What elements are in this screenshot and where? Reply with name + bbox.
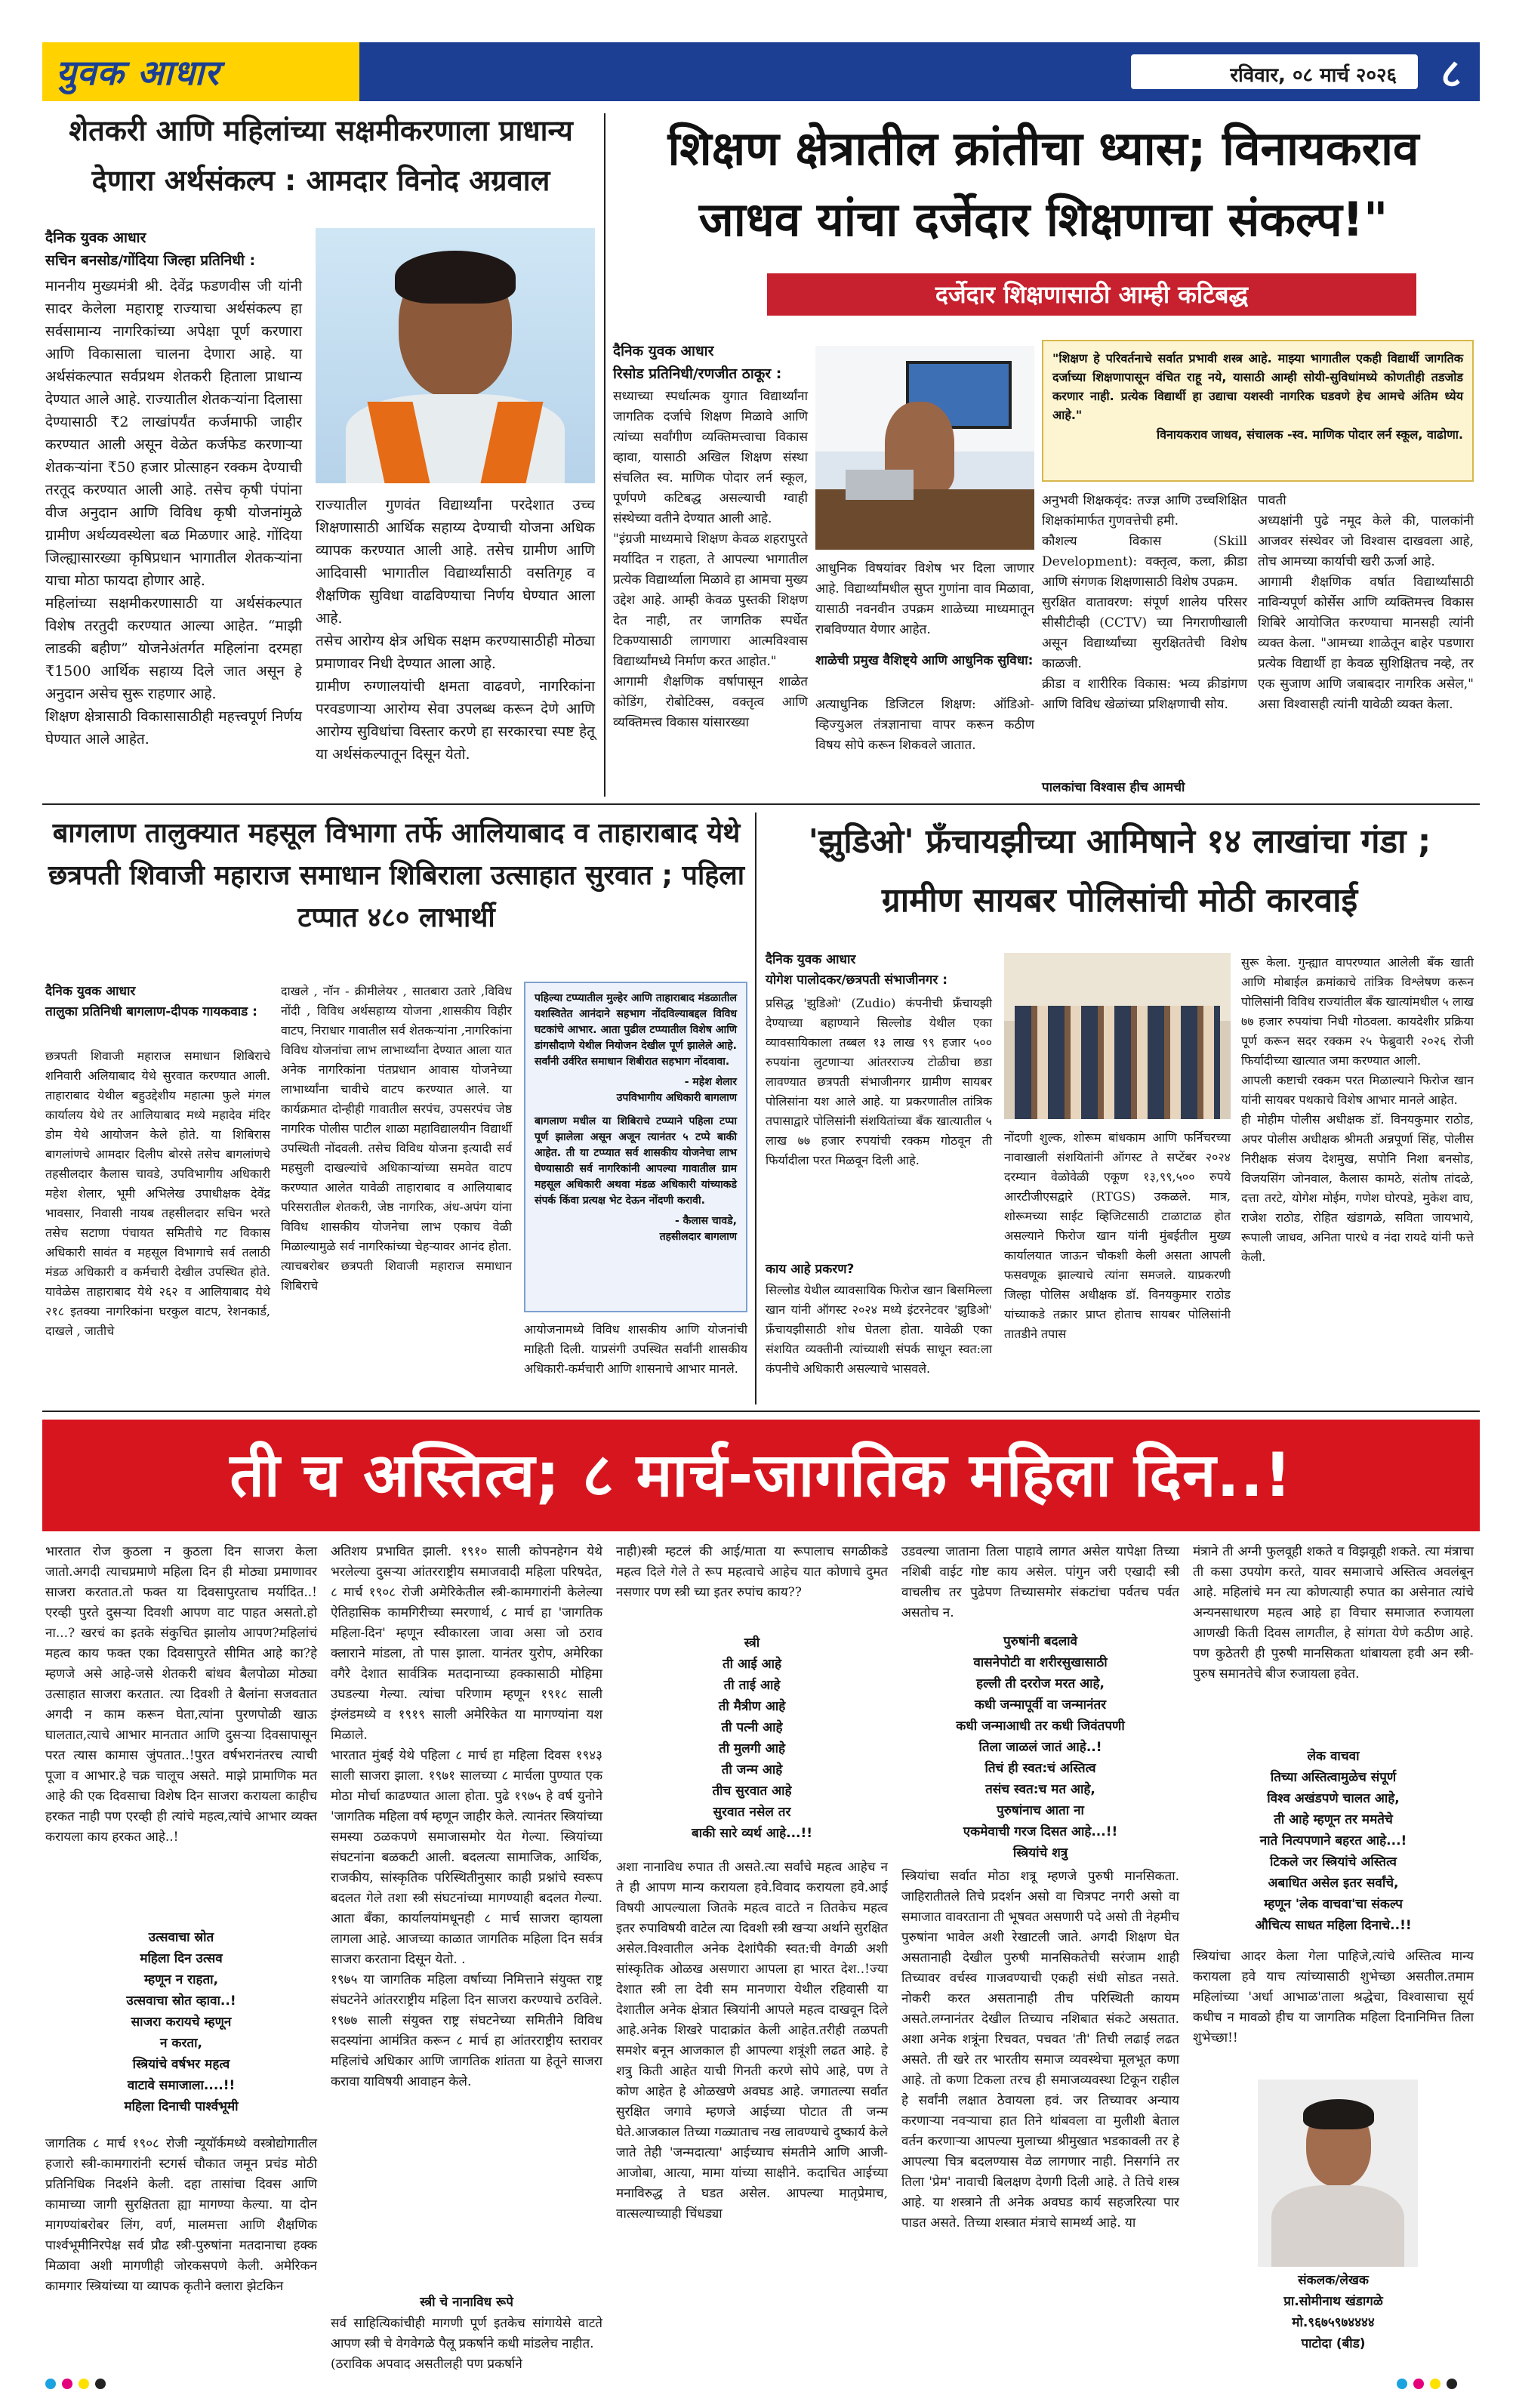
- cmyk-dot-yellow: [79, 2379, 89, 2389]
- a2-col2-rest: अत्याधुनिक डिजिटल शिक्षण: ऑडिओ-व्हिज्युअल तंत्रज्ञानाचा वापर करून कठीण विषय सोपे करून शिकवले जातात.: [815, 697, 1034, 753]
- divider-a1-a2: [604, 113, 605, 797]
- a2-col3-tail: पालकांचा विश्वास हीच आमची: [1042, 780, 1185, 795]
- a2-photo-director: [815, 346, 1034, 550]
- a3-byline: दैनिक युवक आधार तालुका प्रतिनिधी बागलाण-दीपक गायकवाड :: [45, 984, 257, 1019]
- a5-col4: उडवल्या जाताना तिला पाहावे लागत असेल यापेक्षा तिच्या नशिबी वाईट गोष्ट काय असेल. पांगुन जरी एखादी स्त्री वाचलीच तर पुढेपण तिच्यासमोर संकटांचा पर्वतच पर्वत असतोच न.: [901, 1544, 1179, 1620]
- footer-color-marks-left: [45, 2379, 181, 2392]
- a1-col1: माननीय मुख्यमंत्री श्री. देवेंद्र फडणवीस जी यांनी सादर केलेला महाराष्ट्र राज्याचा अर्थसंकल्प हा सर्वसामान्य नागरिकांच्या अपेक्षा पूर्ण करणारा आणि विकासाला चालना देणारा आहे. या अर्थसंकल्पात सर्वप्रथम शेतकरी हिताला प्राधान्य देण्यात आले आहे. राज्यातील शेतकऱ्यांना दिलासा देण्यासाठी ₹2 लाखांपर्यंत कर्जमाफी जाहीर करण्यात आली असून वेळेत कर्जफेड करणाऱ्या शेतकऱ्यांना ₹50 हजार प्रोत्साहन रक्कम देण्याची तरतूद करण्यात आली आहे. तसेच कृषी पंपांना वीज अनुदान आणि विविध कृषी योजनांमुळे ग्रामीण अर्थव्यवस्थेला बळ मिळणार आहे. गोंदिया जिल्ह्यासारख्या कृषिप्रधान भागातील शेतकऱ्यांना याचा मोठा फायदा होणार आहे. महिलांच्या सक्षमीकरणासाठी या अर्थसंकल्पात विशेष तरतुदी करण्यात आल्या आहेत. “माझी लाडकी बहीण” योजनेअंतर्गत महिलांना दरमहा ₹1500 आर्थिक सहाय्य दिले जात असून हे अनुदान असेच सुरू राहणार आहे. शिक्षण क्षेत्रासाठी विकासासाठीही महत्त्वपूर्ण निर्णय घेण्यात आले आहेत.: [45, 278, 302, 748]
- a5-poem1: उत्सवाचा स्रोत महिला दिन उत्सव म्हणून न राहता, उत्सवाचा स्रोत व्हावा..! साजरा करायचे म्हणून न करता, स्त्रियांचे वर्षभर महत्व वाटावे समाजाला....!! महिला दिनाची पार्श्वभूमी: [124, 1930, 239, 2114]
- a1-col2: राज्यातील गुणवंत विद्यार्थ्यांना परदेशात उच्च शिक्षणासाठी आर्थिक सहाय्य देण्याची योजना अधिक व्यापक करण्यात आली आहे. तसेच ग्रामीण आणि आदिवासी भागातील विद्यार्थ्यांसाठी वसतिगृह व शैक्षणिक सुविधा वाढविण्याचा निर्णय घेण्यात आला आहे. तसेच आरोग्य क्षेत्र अधिक सक्षम करण्यासाठीही मोठ्या प्रमाणावर निधी देण्यात आला आहे. ग्रामीण रुग्णालयांची क्षमता वाढवणे, नागरिकांना परवडणाऱ्या आरोग्य सेवा उपलब्ध करून देणे आणि आरोग्य सुविधांचा विस्तार करणे हा सरकारचा स्पष्ट हेतू या अर्थसंकल्पातून दिसून येतो.: [316, 497, 595, 763]
- a2-col2-head: शाळेची प्रमुख वैशिष्ट्ये आणि आधुनिक सुविधा:: [815, 653, 1034, 668]
- a4-byline: दैनिक युवक आधार योगेश पालोदकर/छत्रपती संभाजीनगर :: [766, 952, 948, 988]
- a1-headline: शेतकरी आणि महिलांच्या सक्षमीकरणाला प्राधान्य देणारा अर्थसंकल्प : आमदार विनोद अग्रवाल: [69, 114, 573, 197]
- a2-col2: आधुनिक विषयांवर विशेष भर दिला जाणार आहे. विद्यार्थ्यांमधील सुप्त गुणांना वाव मिळावा, यासाठी नवनवीन उपक्रम शाळेच्या माध्यमातून राबविण्यात येणार आहेत.: [815, 561, 1034, 637]
- cmyk-dot-black: [95, 2379, 106, 2389]
- a5-author-shirt: [1271, 2185, 1404, 2267]
- cmyk-dot-magenta-right: [1413, 2379, 1424, 2389]
- a5-poem4: लेक वाचवा तिच्या अस्तित्वामुळेच संपूर्ण विश्व अखंडपणे चालत आहे, ती आहे म्हणून तर ममतेचे नाते नित्यपणाने बहरत आहे...! टिकले जर स्त्रियांचे अस्तित्व अबाधित असेल इतर सर्वांचे, म्हणून 'लेक वाचवा'चा संकल्प औचित्य साधत महिला दिनाचे..!!: [1255, 1749, 1412, 1933]
- a3-notice1: पहिल्या टप्प्यातील मुल्हेर आणि ताहाराबाद मंडळातील यशस्वितेत आनंदाने सहभाग नोंदविल्याबद्दल विविध घटकांचे आभार. आता पुढील टप्प्यातील विशेष आणि डांगसौदाणे येथील नियोजन देखील पूर्ण झालेले आहे. सर्वांनी उर्वरित समाधान शिबीरात सहभाग नोंदवावा.: [535, 992, 737, 1068]
- divider-row2: [42, 1411, 1480, 1412]
- a4-photo-people: [1015, 1006, 1220, 1119]
- masthead: [42, 42, 1480, 101]
- a2-byline: दैनिक युवक आधार रिसोड प्रतिनिधी/रणजीत ठाकूर :: [613, 343, 782, 382]
- a3-notice-box: [524, 982, 747, 1312]
- a5-col2-head: स्त्री चे नानाविध रूपे: [420, 2295, 513, 2310]
- a5-col3: नाही)स्त्री म्हटलं की आई/माता या रूपालाच सगळीकडे महत्व दिले गेले ते रूप महत्वाचे आहेच यात कोणाचे दुमत नसणार पण स्त्री च्या इतर रुपांच काय??: [616, 1544, 888, 1600]
- page-number: ८: [1441, 51, 1462, 97]
- divider-row1: [42, 803, 1480, 805]
- a3-col3-tail: आयोजनामध्ये विविध शासकीय आणि योजनांची माहिती दिली. याप्रसंगी उपस्थित सर्वांनी शासकीय अधिकारी-कर्मचारी आणि शासनाचे आभार मानले.: [524, 1322, 747, 1376]
- a1-photo-mla: [316, 228, 595, 483]
- a5-col2: अतिशय प्रभावित झाली. १९१० साली कोपनहेगन येथे भरलेल्या दुसऱ्या आंतरराष्ट्रीय समाजवादी महिला परिषदेत, ८ मार्च १९०८ रोजी अमेरिकेतील स्त्री-कामगारांनी केलेल्या ऐतिहासिक कामगिरीच्या स्मरणार्थ, ८ मार्च हा 'जागतिक महिला-दिन' म्हणून स्वीकारला जावा असा जो ठराव क्लाराने मांडला, तो पास झाला. यानंतर युरोप, अमेरिका वगैरे देशात सार्वत्रिक मतदानाच्या हक्कासाठी मोहिमा उघडल्या गेल्या. त्यांचा परिणाम म्हणून १९१८ साली इंग्लंडमध्ये व १९१९ साली अमेरिकेत या मागण्यांना यश मिळाले. भारतात मुंबई येथे पहिला ८ मार्च हा महिला दिवस १९४३ साली साजरा झाला. १९७१ सालच्या ८ मार्चला पुण्यात एक मोठा मोर्चा काढण्यात आला होता. पुढे १९७५ हे वर्ष युनोने 'जागतिक महिला वर्ष म्हणून जाहीर केले. त्यानंतर स्त्रियांच्या समस्या ठळकपणे समाजासमोर येत गेल्या. स्त्रियांच्या संघटनांना बळकटी आली. बदलत्या सामाजिक, आर्थिक, राजकीय, सांस्कृतिक परिस्थितीनुसार काही प्रश्नांचे स्वरूप बदलत गेले तशा स्त्री संघटनांच्या मागण्याही बदलत गेल्या. आता बँका, कार्यालयांमधूनही ८ मार्च साजरा व्हायला लागला आहे. आजच्या काळात जागतिक महिला दिन सर्वत्र साजरा करताना दिसून येतो. . १९७५ या जागतिक महिला वर्षाच्या निमित्ताने संयुक्त राष्ट्र संघटनेने आंतरराष्ट्रीय महिला दिन साजरा करण्याचे ठरविले. १९७७ साली संयुक्त राष्ट्र संघटनेच्या समितीने विविध सदस्यांना आमंत्रित करून ८ मार्च हा आंतरराष्ट्रीय स्तरावर महिलांचे अधिकार आणि जागतिक शांतता या हेतूने साजरा करावा याविषयी आवाहन केले.: [331, 1544, 602, 2089]
- a5-poem3: पुरुषांनी बदलावे वासनेपोटी वा शरीरसुखासाठी हल्ली ती दररोज मरत आहे, कधी जन्मापूर्वी वा जन्मानंतर कधी जन्माआधी तर कधी जिवंतपणी तिला जाळलं जातं आहे..! तिचं ही स्वत:चं अस्तित्व तसंच स्वत:च मत आहे, पुरुषांनाच आता ना एकमेवाची गरज दिसत आहे...!! स्त्रियांचे शत्रु: [956, 1634, 1125, 1861]
- a5-col5: मंत्राने ती अग्नी फुलवूही शकते व विझवूही शकते. त्या मंत्राचा ती कसा उपयोग करते, यावर समाजाचे अस्तित्व अवलंबून आहे. महिलांचे मन त्या कोणत्याही रुपात का असेनात त्यांचे अन्यनसाधारण महत्व आहे हा विचार समाजात रुजायला आणखी किती दिवस लागतील, हे सांगता येणे कठीण आहे. पण कुठेतरी ही पुरुषी मानसिकता थांबायला हवी अन स्त्री-पुरुष समानतेचे बीज रुजायला हवेत.: [1193, 1544, 1474, 1682]
- a3-notice1-attr: - महेश शेलार उपविभागीय अधिकारी बागलाण: [616, 1076, 737, 1104]
- a4-col1-rest: सिल्लोड येथील व्यावसायिक फिरोज खान बिसमिल्ला खान यांनी ऑगस्ट २०२४ मध्ये इंटरनेटवर 'झुडिओ' फ्रँचायझीसाठी शोध घेतला होता. यावेळी एका संशयित व्यक्तीनी त्यांच्याशी संपर्क साधून स्वत:ला कंपनीचे अधिकारी असल्याचे भासवले.: [766, 1283, 992, 1376]
- a4-col3: सुरू केला. गुन्ह्यात वापरण्यात आलेली बँक खाती आणि मोबाईल क्रमांकाचे तांत्रिक विश्लेषण करून पोलिसांनी विविध राज्यांतील बँक खात्यांमधील ५ लाख ७७ हजार रुपयांचा निधी गोठवला. कायदेशीर प्रक्रिया पूर्ण करून सदर रक्कम २५ फेब्रुवारी २०२६ रोजी फिर्यादीच्या खात्यात जमा करण्यात आली. आपली कष्टाची रक्कम परत मिळाल्याने फिरोज खान यांनी सायबर पथकाचे विशेष आभार मानले आहेत. ही मोहीम पोलीस अधीक्षक डॉ. विनयकुमार राठोड, अपर पोलीस अधीक्षक श्रीमती अन्नपूर्णा सिंह, पोलीस निरीक्षक संजय देशमुख, सपोनि निशा बनसोड, विजयसिंग जोनवाल, कैलास कामठे, संतोष तांदळे, दत्ता तरटे, योगेश मोईम, गणेश घोरपडे, मुकेश वाघ, राजेश राठोड, रोहित खंडागळे, सविता जायभाये, रूपाली जाधव, अनिता पारधे व नंदा रायदे यांनी फत्ते केली.: [1241, 955, 1474, 1264]
- a2-col4: पावती अध्यक्षांनी पुढे नमूद केले की, पालकांनी आजवर संस्थेवर जो विश्वास दाखवला आहे, तोच आमच्या कार्याची खरी ऊर्जा आहे. आगामी शैक्षणिक वर्षात विद्यार्थ्यांसाठी नाविन्यपूर्ण कोर्सेस आणि व्यक्तिमत्त्व विकास शिबिरे आयोजित करण्याचा मानसही त्यांनी व्यक्त केला. "आमच्या शाळेतून बाहेर पडणारा प्रत्येक विद्यार्थी हा केवळ सुशिक्षितच नव्हे, तर एक सुजाण आणि जबाबदार नागरिक असेल," असा विश्वासही त्यांनी यावेळी व्यक्त केला.: [1258, 493, 1474, 712]
- a5-col2b: सर्व साहित्यिकांचीही मागणी पूर्ण इतकेच सांगायेसे वाटते आपण स्त्री चे वेगवेगळे पैलू प्रकर्षाने कधी मांडलेच नाहीत. (ठराविक अपवाद असतीलही पण प्रकर्षाने: [331, 2316, 602, 2372]
- a2-quote-attr: विनायकराव जाधव, संचालक -स्व. माणिक पोदार लर्न स्कूल, वाढोणा.: [1157, 427, 1463, 442]
- a3-col2: दाखले , नॉन - क्रीमीलेयर , सातबारा उतारे ,विविध नोंदी , विविध अर्थसहाय्य योजना ,शासकीय विहीर वाटप, निराधार गावातील सर्व शेतकऱ्यांना ,नागरिकांना विविध योजनांचा लाभ लाभार्थ्यांना देण्यात आला यात अनेक नागरिकांना पंतप्रधान आवास योजनेच्या लाभार्थ्यांना चावीचे वाटप करण्यात आले. या कार्यक्रमात दोन्हीही गावातील सरपंच, उपसरपंच जेष्ठ नागरिक पोलीस पाटील शाळा महाविद्यालयीन विद्यार्थी उपस्थिती नोंदवली. तसेच विविध योजना इत्यादी सर्व महसुली दाखल्यांचे अधिकाऱ्यांच्या समवेत वाटप करण्यात आलेत यावेळी ताहाराबाद व आलियाबाद परिसरातील शेतकरी, जेष्ठ नागरिक, अंध-अपंग यांना विविध शासकीय योजनेचा लाभ एकाच वेळी मिळाल्यामुळे सर्व नागरिकांच्या चेहऱ्यावर आनंद होता. त्याचबरोबर छत्रपती शिवाजी महाराज समाधान शिबिराचे: [281, 984, 512, 1293]
- a4-col1-head: काय आहे प्रकरण?: [766, 1262, 855, 1277]
- a3-col1: छत्रपती शिवाजी महाराज समाधान शिबिराचे शनिवारी अलियाबाद येथे सुरवात करण्यात आली. ताहाराबाद येथील बहुउद्देशीय महात्मा फुले मंगल कार्यालय येथे तर आलियाबाद मध्ये महादेव मंदिर डोम येथे आयोजन केले होते. या शिबिरास बागलांणचे आमदार दिलीप बोरसे तसेच बागलांणचे तहसीलदार कैलास चावडे, उपविभागीय अधिकारी महेश शेलार, भूमी अभिलेख उपाधीक्षक देवेंद्र भावसार, निवासी नायब तहसीलदार सचिन भरते तसेच सटाणा पंचायत समितीचे गट विकास अधिकारी सावंत व महसूल विभागाचे सर्व तलाठी मंडळ अधिकारी व कर्मचारी देखील उपस्थित होते. यावेळेस ताहाराबाद येथे २६२ व आलियाबाद येथे २१८ इतक्या नागरिकांना घरकुल वाटप, रेशनकार्ड, दाखले , जातीचे: [45, 1049, 270, 1338]
- footer-color-marks-right: [1397, 2379, 1472, 2392]
- cmyk-dot-yellow-right: [1430, 2379, 1441, 2389]
- a3-headline: बागलाण तालुक्यात महसूल विभागा तर्फे आलियाबाद व ताहाराबाद येथे छत्रपती शिवाजी महाराज समाधान शिबिराला उत्साहात सुरवात ; पहिला टप्पात ४८० लाभार्थी: [48, 818, 745, 933]
- a3-notice2-attr: - कैलास चावडे, तहसीलदार बागलाण: [659, 1215, 737, 1243]
- a2-col1: सध्याच्या स्पर्धात्मक युगात विद्यार्थ्यांना जागतिक दर्जाचे शिक्षण मिळावे आणि त्यांच्या सर्वांगीण व्यक्तिमत्त्वाचा विकास व्हावा, यासाठी अखिल शिक्षण संस्था संचलित स्व. माणिक पोदार लर्न स्कूल, पूर्णपणे कटिबद्ध असल्याची ग्वाही संस्थेच्या वतीने देण्यात आली आहे. "इंग्रजी माध्यमाचे शिक्षण केवळ शहरापुरते मर्यादित न राहता, ते आपल्या भागातील प्रत्येक विद्यार्थ्याला मिळावे हा आमचा मुख्य उद्देश आहे. आम्ही केवळ पुस्तकी शिक्षण देत नाही, तर जागतिक स्पर्धेत टिकण्यासाठी लागणारा आत्मविश्वास विद्यार्थ्यांमध्ये निर्माण करत आहोत." आगामी शैक्षणिक वर्षापासून शाळेत कोडिंग, रोबोटिक्स, वक्तृत्व आणि व्यक्तिमत्त्व विकास यांसारख्या: [613, 389, 808, 730]
- masthead-logo: युवक आधार: [56, 52, 220, 93]
- cmyk-dot-cyan-right: [1397, 2379, 1407, 2389]
- cmyk-dot-cyan: [45, 2379, 56, 2389]
- masthead-logo-block: [42, 42, 359, 101]
- a4-photo-police-team: [1004, 953, 1231, 1119]
- a2-quote-box: [1042, 340, 1474, 482]
- a4-col2: नोंदणी शुल्क, शोरूम बांधकाम आणि फर्निचरच्या नावाखाली संशयितांनी ऑगस्ट ते सप्टेंबर २०२४ दरम्यान वेळोवेळी एकूण १३,९९,५०० रुपये आरटीजीएसद्वारे (RTGS) उकळले. मात्र, शोरूमच्या साईट व्हिजिटसाठी टाळाटाळ होत असल्याने फिरोज खान यांनी मुंबईतील मुख्य कार्यालयात जाऊन चौकशी केली असता आपली फसवणूक झाल्याचे त्यांना समजले. याप्रकरणी जिल्हा पोलिस अधीक्षक डॉ. विनयकुमार राठोड यांच्याकडे तक्रार प्राप्त होताच सायबर पोलिसांनी तातडीने तपास: [1004, 1130, 1231, 1341]
- a2-headline: शिक्षण क्षेत्रातील क्रांतीचा ध्यास; विनायकराव जाधव यांचा दर्जेदार शिक्षणाचा संकल्प!": [667, 121, 1419, 247]
- a5-author-credit: संकलक/लेखक प्रा.सोमीनाथ खंडागळे मो.९६७५९७४४४४ पाटोदा (बीड): [1283, 2273, 1383, 2351]
- a5-author-photo: [1258, 2080, 1418, 2267]
- a1-byline: दैनिक युवक आधार सचिन बनसोड/गोंदिया जिल्हा प्रतिनिधी :: [45, 230, 256, 269]
- a2-col3: अनुभवी शिक्षकवृंद: तज्ज्ञ आणि उच्चशिक्षित शिक्षकांमार्फत गुणवत्तेची हमी. कौशल्य विकास (Skill Development): वक्तृत्व, कला, क्रीडा आणि संगणक शिक्षणासाठी विशेष उपक्रम. सुरक्षित वातावरण: संपूर्ण शालेय परिसर सीसीटीव्ही (CCTV) च्या निगराणीखाली असून विद्यार्थ्यांच्या सुरक्षिततेची विशेष काळजी. क्रीडा व शारीरिक विकास: भव्य क्रीडांगण आणि विविध खेळांच्या प्रशिक्षणाची सोय.: [1042, 493, 1247, 712]
- masthead-date-box: [1131, 54, 1418, 89]
- a2-photo-laptop: [846, 470, 914, 500]
- womens-day-banner: [42, 1420, 1480, 1531]
- a5-col3b: अशा नानाविध रुपात ती असते.त्या सर्वांचे महत्व आहेच न ते ही आपण मान्य करायला हवे.विवाद करायला हवे.आई विषयी आपल्याला जितके महत्व वाटते न तितकेच महत्व इतर रुपाविषयी वाटेल त्या दिवशी स्त्री खऱ्या अर्थाने सुरक्षित असेल.विश्वातील अनेक देशांपैकी स्वत:ची वेगळी अशी सांस्कृतिक ओळख असणारा आपला हा भारत देश..!ज्या देशात स्त्री ला देवी सम मानणारा येथील रहिवासी या देशातील अनेक क्षेत्रात स्त्रियांनी आपले महत्व दाखवून दिले आहे.अनेक शिखरे पादाक्रांत केली आहेत.तरीही तळपती समशेर बनून आजकाल ही आपल्या शत्रूंशी लढत आहे. हे शत्रु किती आहेत याची गिनती करणे सोपे आहे, पण ते कोण आहेत हे ओळखणे अवघड आहे. जगातल्या सर्वात सुरक्षित जगावे म्हणजे आईच्या पोटात ती जन्म घेते.आजकाल तिच्या गळ्याताच नख लावण्याचे दुष्कार्य केले जाते तेही 'जन्मदात्या' आईच्याच संमतीने आणि आजी-आजोबा, आत्या, मामा यांच्या साक्षीने. कदाचित आईच्या मनाविरुद्ध ते घडत असेल. आपल्या मातृप्रेमाच, वात्सल्याच्याही चिंधड्या: [616, 1860, 888, 2221]
- a3-notice2: बागलाण मधील या शिबिराचे टप्प्याने पहिला टप्पा पूर्ण झालेला असून अजून त्यानंतर ५ टप्पे बाकी आहेत. ती या टप्प्यात सर्व शासकीय योजनेचा लाभ घेण्यासाठी सर्व नागरिकांनी आपल्या गावातील ग्राम महसूल अधिकारी अथवा मंडळ अधिकारी यांच्याकडे संपर्क किंवा प्रत्यक्ष भेट देऊन नोंदणी करावी.: [535, 1115, 737, 1207]
- divider-a3-a4: [755, 812, 756, 1404]
- a2-subhead: दर्जेदार शिक्षणासाठी आम्ही कटिबद्ध: [935, 280, 1249, 309]
- a5-col1b: जागतिक ८ मार्च १९०८ रोजी न्यूयॉर्कमध्ये वस्त्रोद्योगातील हजारो स्त्री-कामगारांनी स्टगर्स चौकात जमून प्रचंड मोठी प्रतिनिधिक निदर्शने केली. दहा तासांचा दिवस आणि कामाच्या जागी सुरक्षितता ह्या मागण्या केल्या. या दोन मागण्यांबरोबर लिंग, वर्ण, मालमत्ता आणि शैक्षणिक पार्श्वभूमीनिरपेक्ष सर्व प्रौढ स्त्री-पुरुषांना मतदानाचा हक्क मिळावा अशी मागणीही जोरकसपणे केली. अमेरिकन कामगार स्त्रियांच्या या व्यापक कृतीने क्लारा झेटकिन: [45, 2136, 317, 2294]
- a5-author-hair: [1303, 2099, 1374, 2129]
- a5-poem2: स्त्री ती आई आहे ती ताई आहे ती मैत्रीण आहे ती पत्नी आहे ती मुलगी आहे ती जन्म आहे तीच सुरवात आहे सुरवात नसेल तर बाकी सारे व्यर्थ आहे...!!: [692, 1636, 812, 1841]
- a4-col1: प्रसिद्ध 'झुडिओ' (Zudio) कंपनीची फ्रँचायझी देण्याच्या बहाण्याने सिल्लोड येथील एका व्यावसायिकाला तब्बल १३ लाख ९९ हजार ५०० रुपयांना लुटणाऱ्या आंतरराज्य टोळीचा छडा लावण्यात छत्रपती संभाजीनगर ग्रामीण सायबर पोलिसांना यश आले आहे. या प्रकरणातील तांत्रिक तपासाद्वारे पोलिसांनी संशयितांच्या बँक खात्यातील ५ लाख ७७ हजार रुपयांची रक्कम गोठवून ती फिर्यादीला परत मिळवून दिली आहे.: [766, 996, 992, 1167]
- a5-col1: भारतात रोज कुठला न कुठला दिन साजरा केला जातो.अगदी त्याचप्रमाणे महिला दिन ही मोठ्या प्रमाणावर साजरा करतात.तो फक्त या दिवसापुरताच मर्यादित..! एरव्ही पुरते दुसऱ्या दिवशी आपण वाट पाहत असतो.हो ना...? खरचं का इतके संकुचित झालोय आपण?महिलांचं महत्व काय फक्त एका दिवसापुरते सीमित आहे का?हे म्हणजे असे आहे-जसे शेतकरी बांधव बैलपोळा मोठ्या उत्साहात साजरा करतात. त्या दिवशी ते बैलांना सजवतात अगदी न काम करून घेता,त्यांना पुरणपोळी खाऊ घालतात,त्याचे आभार मानतात आणि दुसऱ्या दिवसापासून परत त्यास कामास जुंपतात..!पुरत वर्षभरानंतरच त्याची पूजा व आभार.हे चक्र चालूच असते. माझे प्रामाणिक मत आहे की एक दिवसाचा विशेष दिन साजरा करायला काहीच हरकत नाही पण एरव्ही ही त्यांचे महत्व,त्यांचे आभार व्यक्त करायला काय हरकत आहे..!: [45, 1544, 317, 1845]
- a4-headline: 'झुडिओ' फ्रँचायझीच्या आमिषाने १४ लाखांचा गंडा ; ग्रामीण सायबर पोलिसांची मोठी कारवाई: [808, 822, 1431, 920]
- cmyk-dot-magenta: [62, 2379, 72, 2389]
- a5-col5b: स्त्रियांचा आदर केला गेला पाहिजे,त्यांचे अस्तित्व मान्य करायला हवे याच त्यांच्यासाठी शुभेच्छा असतील.तमाम महिलांच्या 'अर्धा आभाळ'ताला श्रद्धेचा, विश्वासाचा सूर्य कधीच न मावळो हीच या जागतिक महिला दिनानिमित्त तिला शुभेच्छा!!: [1193, 1949, 1474, 2046]
- cmyk-dot-black-right: [1447, 2379, 1457, 2389]
- a2-subhead-bar: [767, 273, 1416, 316]
- a1-photo-hair: [395, 251, 516, 304]
- a2-quote: "शिक्षण हे परिवर्तनाचे सर्वात प्रभावी शस्त्र आहे. माझ्या भागातील एकही विद्यार्थी जागतिक दर्जाच्या शिक्षणापासून वंचित राहू नये, यासाठी आम्ही सोयी-सुविधांमध्ये कोणतीही तडजोड करणार नाही. प्रत्येक विद्यार्थी हा उद्याचा यशस्वी नागरिक घडवणे हेच आमचे अंतिम ध्येय आहे.": [1052, 351, 1463, 422]
- womens-day-banner-text: ती च अस्तित्व; ८ मार्च-जागतिक महिला दिन..!: [230, 1440, 1293, 1510]
- masthead-date: रविवार, ०८ मार्च २०२६: [1230, 64, 1397, 87]
- a5-col4b: स्त्रियांचा सर्वात मोठा शत्रू म्हणजे पुरुषी मानसिकता. जाहिरातीतले तिचे प्रदर्शन असो वा चित्रपट नगरी असो वा समाजात वावरताना ती भूषवत असणारी पदे असो ती नेहमीच पुरुषांना भावेल अशी रेखाटली जाते. अगदी शिक्षण घेत असतानाही देखील पुरुषी मानसिकतेची सरंजाम शाही तिच्यावर वर्चस्व गाजवण्याची एकही संधी सोडत नसते. नोकरी करत असतानाही तीच परिस्थिती कायम असते.लग्नानंतर देखील तिच्याच नशिबात संकटे असतात. अशा अनेक शत्रूंना रिचवत, पचवत 'ती' तिची लढाई लढत असते. ती खरे तर भारतीय समाज व्यवस्थेचा मूलभूत कणा आहे. तो कणा टिकला तरच ही समाजव्यवस्था टिकून राहील हे सर्वांनी लक्षात ठेवायला हवं. जर तिच्यावर अन्याय करणाऱ्या नवऱ्याचा हात तिने थांबवला वा मुलीशी बेताल वर्तन करणाऱ्या आपल्या मुलाच्या श्रीमुखात भडकावली तर हे आपल्या चित्र बदलण्यास वेळ लागणार नाही. निसर्गाने तर तिला 'प्रेम' नावाची बिलक्षण देणगी दिली आहे. ते तिचे शस्त्र आहे. या शस्त्राने ती अनेक अवघड कार्य सहजरित्या पार पाडत असते. तिच्या शस्त्रात मंत्राचे सामर्थ्य आहे. या: [901, 1869, 1179, 2231]
